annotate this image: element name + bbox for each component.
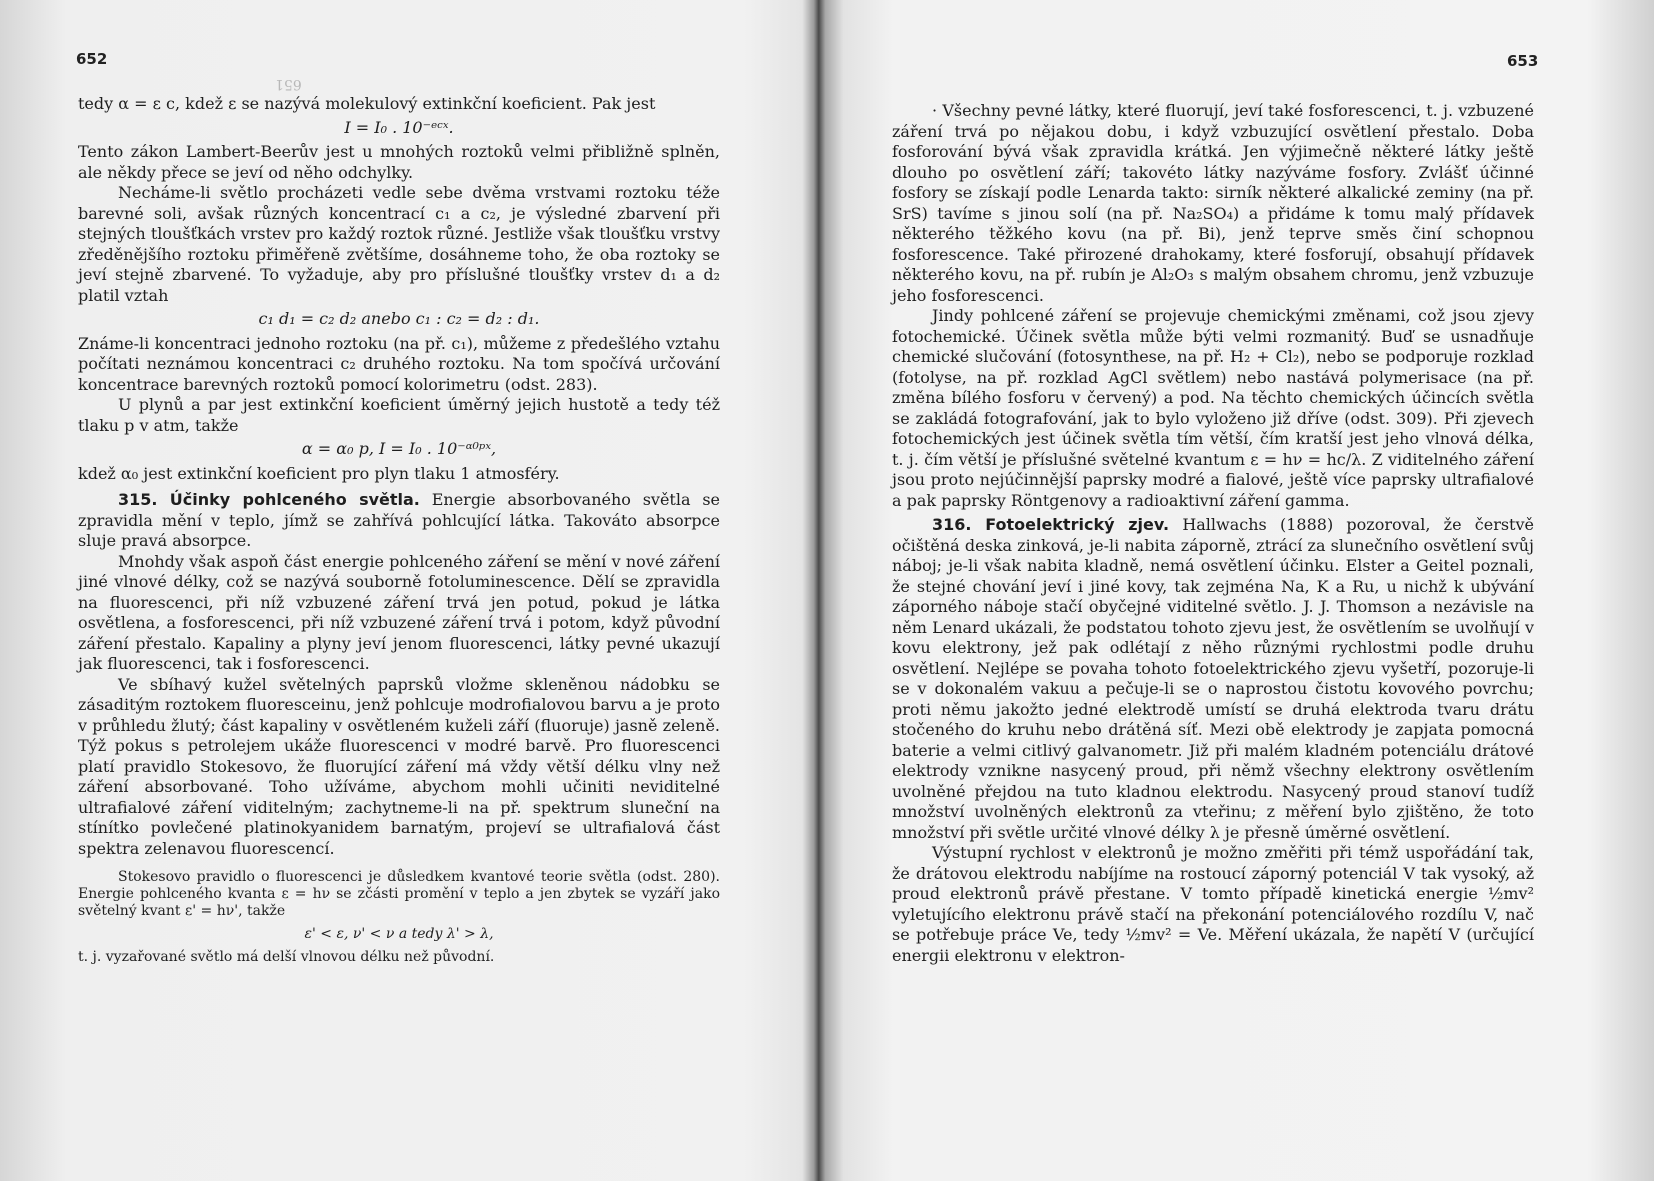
page-number: 653 [1507, 52, 1539, 70]
section-heading: 315. Účinky pohlceného světla. [118, 490, 420, 509]
small-print-note [78, 869, 720, 966]
right-page-text [892, 101, 1534, 966]
paragraph: kdež α₀ jest extinkční koeficient pro plyn tlaku 1 atmosféry. [78, 463, 560, 483]
section-body: Energie absorbovaného světla se zpravidla mění v teplo, jímž se zahřívá pohlcující látka. Takováto absorpce sluje pravá absorpce. [78, 490, 721, 550]
bleed-through-mark: 651 [275, 76, 302, 92]
section-paragraph [892, 515, 1534, 843]
section-heading: 316. Fotoelektrický zjev. [932, 515, 1170, 534]
paragraph: · Všechny pevné látky, které fluorují, jeví také fosforescenci, t. j. vzbuzené záření trvá po nějakou dobu, i když vzbuzující osvětlení přestalo. Doba fosforování bývá však zpravidla krátká. Jen výjimečně některé látky ještě dlouho po osvětlení září; takovéto látky nazýváme fosfory. Zvlášť účinné fosfory se získají podle Lenarda takto: sirník některé alkalické zeminy (na př. SrS) tavíme s jinou solí (na př. Na₂SO₄) a přidáme k tomu malý přídavek některého těžkého kovu (na př. Bi), jenž teprve směs činí schopnou fosforescence. Také přirozené drahokamy, které fosforují, obsahují přídavek některého kovu, na př. rubín je Al₂O₃ s malým obsahem chromu, jenž vzbuzuje jeho fosforescenci. [892, 101, 1534, 305]
note-paragraph: t. j. vyzařované světlo má delší vlnovou délku než původní. [78, 948, 495, 965]
right-page [810, 0, 1654, 1181]
paragraph: Mnohdy však aspoň část energie pohlceného záření se mění v nové záření jiné vlnové délky, což se nazývá souborně fotoluminescence. Dělí se zpravidla na fluorescenci, při níž vzbuzené záření trvá jen potud, pokud je látka osvětlena, a fosforescenci, při níž vzbuzené záření trvá i potom, když původní záření přestalo. Kapaliny a plyny jeví jenom fluorescenci, látky pevné ukazují jak fluorescenci, tak i fosforescenci. [78, 551, 720, 673]
section-paragraph [78, 490, 720, 552]
paragraph: tedy α = ε c, kdež ε se nazývá molekulový extinkční koeficient. Pak jest [78, 94, 656, 113]
paragraph: Jindy pohlcené záření se projevuje chemickými změnami, což jsou zjevy fotochemické. Účinek světla může býti velmi rozmanitý. Buď se usnadňuje chemické slučování (fotosynthese, na př. H₂ + Cl₂), nebo se podporuje rozklad (fotolyse, na př. rozklad AgCl světlem) nebo nastává polymerisace (na př. změna bílého fosforu v červený) a pod. Na těchto chemických účincích světla se zakládá fotografování, jak to bylo vyloženo již dříve (odst. 309). Při zjevech fotochemických jest účinek světla tím větší, čím kratší jest jeho vlnová délka, t. j. čím větší je příslušné světelné kvantum ε = hν = hc/λ. Z viditelného záření jsou proto nejúčinnější paprsky modré a fialové, ještě více paprsky ultrafialové a pak paprsky Röntgenovy a radioaktivní záření gamma. [892, 306, 1534, 510]
left-page [0, 0, 808, 1181]
note-paragraph: Stokesovo pravidlo o fluorescenci je důsledkem kvantové teorie světla (odst. 280). Energie pohlceného kvanta ε = hν se zčásti promění v teplo a jen zbytek se vyzáří jako světelný kvant ε' = hν', takže [78, 869, 720, 919]
paragraph: Ve sbíhavý kužel světelných paprsků vložme skleněnou nádobku se zásaditým roztokem fluoresceinu, jenž pohlcuje modrofialovou barvu a je proto v průhledu žlutý; část kapaliny v osvětleném kuželi září (fluoruje) jasně zeleně. Týž pokus s petrolejem ukáže fluorescenci v modré barvě. Pro fluorescenci platí pravidlo Stokesovo, že fluorující záření má vždy větší délku vlny než záření absorbované. Toho užíváme, abychom mohli učiniti neviditelné ultrafialové záření viditelným; zachytneme-li na př. spektrum sluneční na stínítko povlečené platinokyanidem barnatým, projeví se ultrafialová část spektra zelenavou fluorescencí. [78, 674, 720, 858]
section-body: Hallwachs (1888) pozoroval, že čerstvě očištěná deska zinková, je-li nabita záporně, ztrácí za slunečního osvětlení svůj náboj; je-li však nabita kladně, nemá osvětlení účinku. Elster a Geitel poznali, že stejné chování jeví i jiné kovy, tak zejména Na, K a Ru, u nichž k ubývání záporného náboje stačí obyčejné viditelné světlo. J. J. Thomson a nezávisle na něm Lenard ukázali, že podstatou tohoto zjevu jest, že osvětlením se uvolňují v kovu elektrony, jež pak odlétají z něho různými rychlostmi podle druhu osvětlení. Nejlépe se povaha tohoto fotoelektrického zjevu vyšetří, pozoruje-li se v dokonalém vakuu a pečuje-li se o naprostou čistotu kovového povrchu; proti němu jakožto jedné elektrodě umístí se druhá elektroda tvaru drátu stočeného do kruhu nebo drátěná síť. Mezi obě elektrody je zapjata pomocná baterie a velmi citlivý galvanometr. Již při malém kladném potenciálu drátové elektrody vznikne nasycený proud, při němž všechny elektrony osvětlením uvolněné přejdou na tuto kladnou elektrodu. Nasycený proud stanoví tudíž množství uvolněných elektronů za vteřinu; z měření bylo zjištěno, že toto množství při světle určité vlnové délky λ je přesně úměrné osvětlení. [892, 515, 1534, 842]
equation: ε' < ε, ν' < ν a tedy λ' > λ, [304, 926, 494, 942]
paragraph: Necháme-li světlo procházeti vedle sebe dvěma vrstvami roztoku téže barevné soli, avšak různých koncentrací c₁ a c₂, je výsledné zbarvení při stejných tloušťkách vrstev pro každý roztok různé. Jestliže však tloušťku vrstvy zředěnějšího roztoku přiměřeně zvětšíme, dosáhneme toho, že oba roztoky se jeví stejně zbarvené. To vyžaduje, aby pro příslušné tloušťky vrstev d₁ a d₂ platil vztah [78, 183, 720, 305]
equation: c₁ d₁ = c₂ d₂ anebo c₁ : c₂ = d₂ : d₁. [258, 309, 540, 328]
equation: α = α₀ p, I = I₀ . 10⁻ᵅ⁰ᵖˣ, [301, 439, 497, 458]
paragraph: U plynů a par jest extinkční koeficient úměrný jejich hustotě a tedy též tlaku p v atm, takže [78, 395, 720, 435]
left-page-text [78, 94, 720, 966]
paragraph: Známe-li koncentraci jednoho roztoku (na př. c₁), můžeme z předešlého vztahu počítati neznámou koncentraci c₂ druhého roztoku. Na tom spočívá určování koncentrace barevných roztoků pomocí kolorimetru (odst. 283). [78, 333, 720, 394]
equation: I = I₀ . 10⁻ᵉᶜˣ. [344, 117, 454, 137]
page-number: 652 [76, 50, 108, 68]
paragraph: Tento zákon Lambert-Beerův jest u mnohých roztoků velmi přibližně splněn, ale někdy přece se jeví od něho odchylky. [78, 142, 720, 182]
paragraph: Výstupní rychlost v elektronů je možno změřiti při témž uspořádání tak, že drátovou elektrodu nabíjíme na rostoucí záporný potenciál V tak vysoký, až proud elektronů právě přestane. V tomto případě kinetická energie ½mv² vyletujícího elektronu právě stačí na překonání potenciálového rozdílu V, nač se potřebuje práce Ve, tedy ½mv² = Ve. Měření ukázala, že napětí V (určující energii elektronu v elektron- [892, 843, 1534, 965]
